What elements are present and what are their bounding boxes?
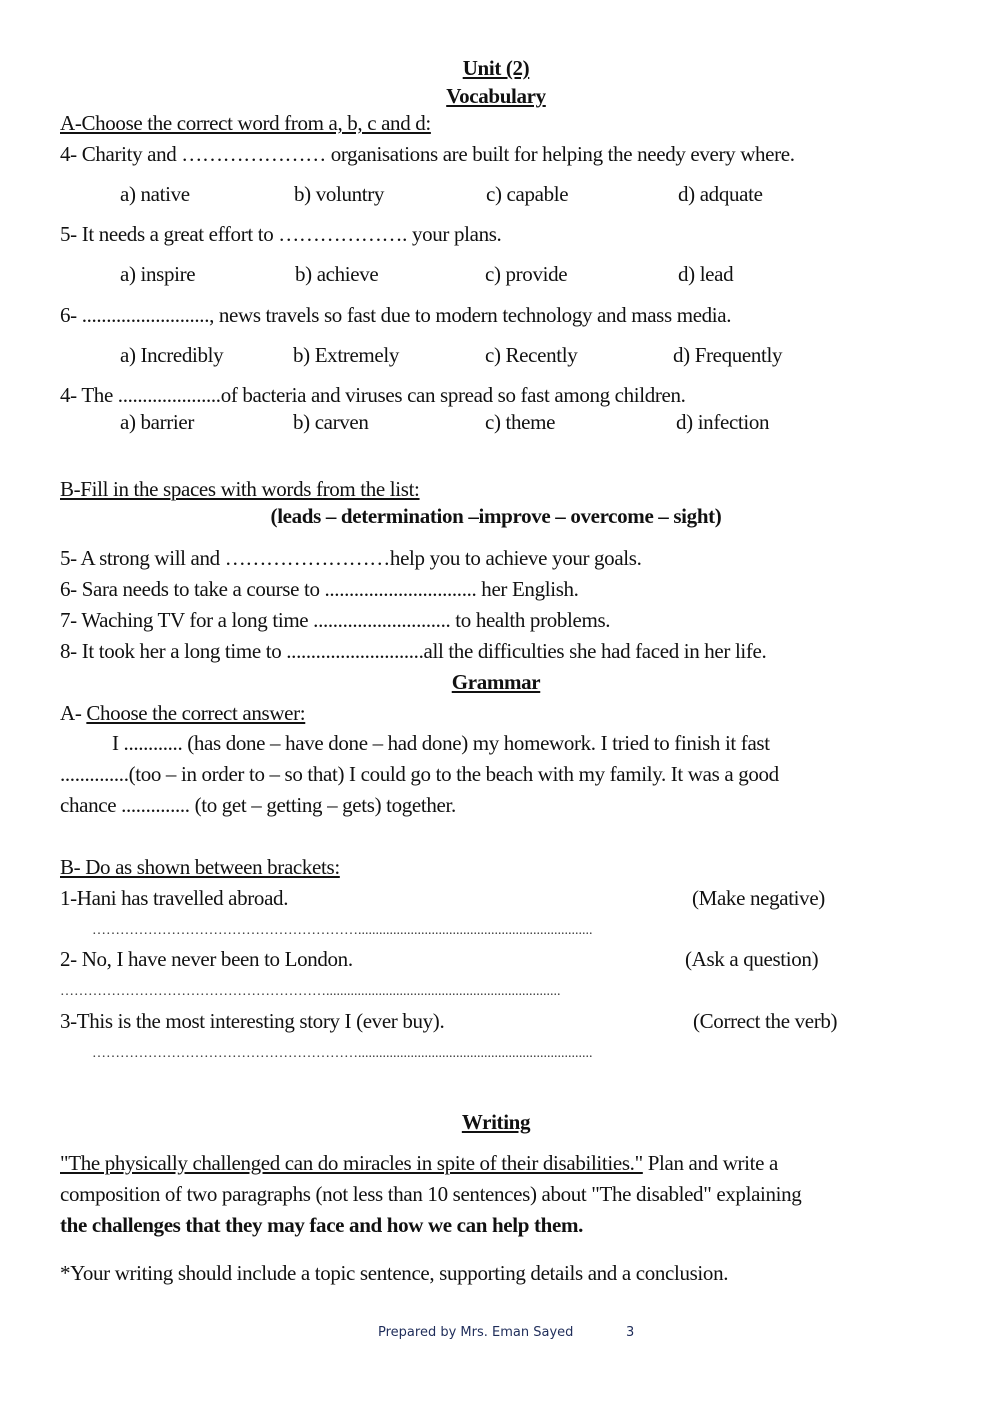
option: a) barrier [120, 410, 195, 434]
answer-line: …………………………………………………................................................................... [92, 1047, 593, 1061]
grammar-a-prefix: A- [60, 701, 87, 725]
grammar-paragraph-line: chance .............. (to get – getting – gets) together. [60, 793, 456, 817]
question-text: 5- It needs a great effort to ………………. your plans. [60, 222, 502, 246]
option: c) theme [485, 410, 556, 434]
transform-task: (Ask a question) [685, 947, 819, 971]
writing-prompt-line: composition of two paragraphs (not less than 10 sentences) about "The disabled" explaining [60, 1182, 802, 1206]
option: d) lead [678, 262, 734, 286]
writing-note: *Your writing should include a topic sentence, supporting details and a conclusion. [60, 1261, 729, 1285]
option: c) Recently [485, 343, 578, 367]
footer-prepared-by: Prepared by Mrs. Eman Sayed [378, 1325, 574, 1340]
option: b) achieve [295, 262, 379, 286]
transform-item: 3-This is the most interesting story I (ever buy). [60, 1009, 445, 1033]
grammar-a-instruction [60, 700, 305, 726]
writing-line1-rest: Plan and write a [642, 1151, 778, 1175]
transform-task: (Make negative) [692, 886, 825, 910]
answer-line: …………………………………………………................................................................... [92, 924, 593, 938]
option: b) voluntry [294, 182, 385, 206]
fill-item: 6- Sara needs to take a course to ............................... her English. [60, 577, 579, 601]
question-text: 6- .........................., news travels so fast due to modern technology and mass media. [60, 303, 732, 327]
option: d) infection [676, 410, 770, 434]
question-text: 4- Charity and ………………… organisations are built for helping the needy every where. [60, 142, 795, 166]
option: a) native [120, 182, 190, 206]
grammar-a-label: Choose the correct answer: [86, 701, 306, 725]
writing-quote: "The physically challenged can do miracles in spite of their disabilities." [60, 1151, 643, 1175]
transform-item: 2- No, I have never been to London. [60, 947, 353, 971]
unit-title: Unit (2) [462, 56, 530, 80]
answer-line: …………………………………………………................................................................... [60, 985, 561, 999]
grammar-heading: Grammar [451, 670, 541, 694]
fill-item: 5- A strong will and ……………………help you to achieve your goals. [60, 546, 642, 570]
option: c) provide [485, 262, 568, 286]
option: a) Incredibly [120, 343, 224, 367]
fill-item: 7- Waching TV for a long time ............................ to health problems. [60, 608, 611, 632]
option: d) Frequently [673, 343, 783, 367]
transform-task: (Correct the verb) [693, 1009, 838, 1033]
fill-item: 8- It took her a long time to ............................all the difficulties she had faced in her life. [60, 639, 767, 663]
page-number: 3 [626, 1325, 635, 1340]
writing-prompt-line [60, 1150, 778, 1176]
option: a) inspire [120, 262, 196, 286]
option: b) carven [293, 410, 369, 434]
question-text: 4- The .....................of bacteria and viruses can spread so fast among children. [60, 383, 686, 407]
transform-item: 1-Hani has travelled abroad. [60, 886, 289, 910]
writing-prompt-bold: the challenges that they may face and how we can help them. [60, 1213, 583, 1237]
vocab-b-instruction: B-Fill in the spaces with words from the list: [60, 477, 420, 501]
option: d) adquate [678, 182, 763, 206]
vocab-a-instruction: A-Choose the correct word from a, b, c and d: [60, 111, 431, 135]
grammar-paragraph-line: ..............(too – in order to – so that) I could go to the beach with my family. It was a good [60, 762, 779, 786]
option: c) capable [486, 182, 569, 206]
vocabulary-heading: Vocabulary [446, 84, 546, 108]
grammar-b-instruction: B- Do as shown between brackets: [60, 855, 340, 879]
option: b) Extremely [293, 343, 400, 367]
word-list: (leads – determination –improve – overcome – sight) [270, 504, 722, 528]
grammar-paragraph-line: I ............ (has done – have done – had done) my homework. I tried to finish it fast [112, 731, 770, 755]
writing-heading: Writing [461, 1110, 531, 1134]
